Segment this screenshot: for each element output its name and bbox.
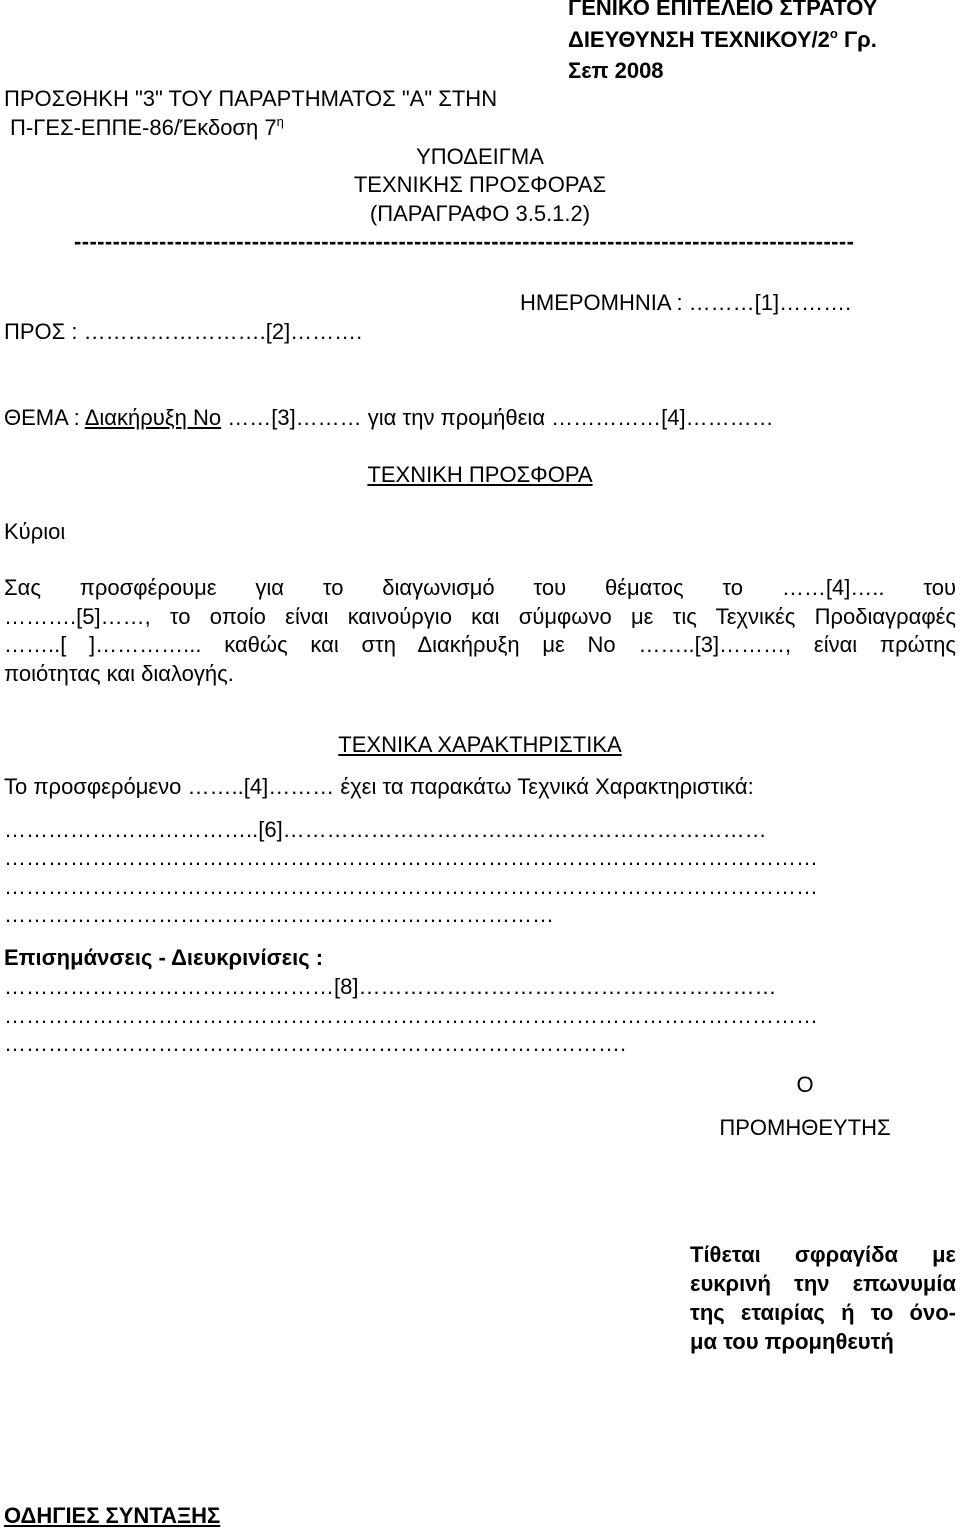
stamp-note-line-4: μα του προμηθευτή <box>690 1329 894 1354</box>
date-field: ΗΜΕΡΟΜΗΝΙΑ : ………[1]………. <box>520 290 852 315</box>
features-line-1: ……………………………..[6]………………………………………………………… <box>4 818 767 842</box>
stamp-note-line-2: ευκρινή την επωνυμία <box>690 1271 956 1296</box>
title-line-3: (ΠΑΡΑΓΡΑΦΟ 3.5.1.2) <box>369 201 591 226</box>
annex-line-2-sup: η <box>276 114 284 129</box>
title-line-1: ΥΠΟΔΕΙΓΜΑ <box>416 144 544 169</box>
features-line-3: ………………………………………………………………………………………………… <box>4 875 818 899</box>
org-line-2-text: ΔΙΕΥΘΥΝΣΗ ΤΕΧΝΙΚΟΥ/2 <box>568 27 830 52</box>
org-line-2-sup: ο <box>829 26 838 41</box>
remarks-line-3: …………………………………………………………………………. <box>4 1032 627 1056</box>
stamp-note-line-1: Τίθεται σφραγίδα με <box>690 1242 956 1267</box>
signature-article: Ο <box>796 1072 814 1097</box>
subject-line <box>4 406 774 430</box>
features-heading: ΤΕΧΝΙΚΑ ΧΑΡΑΚΤΗΡΙΣΤΙΚΑ <box>338 732 622 757</box>
offer-heading: ΤΕΧΝΙΚΗ ΠΡΟΣΦΟΡΑ <box>367 462 593 487</box>
salutation: Κύριοι <box>4 519 66 544</box>
subject-prefix: ΘΕΜΑ : <box>4 405 85 430</box>
body-line-2: ……….[5]……, το οποίο είναι καινούργιο και σύμφωνο με τις Τεχνικές Προδιαγραφές <box>4 604 956 629</box>
separator-line: ----------------------------------------------------------------------------------------------------- <box>74 230 855 254</box>
remarks-line-1: ………………………………………[8]………………………………………………… <box>4 975 777 999</box>
instructions-heading: ΟΔΗΓΙΕΣ ΣΥΝΤΑΞΗΣ <box>4 1503 221 1528</box>
features-line-4: ………………………………………………………………… <box>4 903 554 927</box>
remarks-heading: Επισημάνσεις - Διευκρινίσεις : <box>4 945 324 970</box>
body-line-1: Σας προσφέρουμε για το διαγωνισμό του θέματος το ……[4]….. του <box>4 575 956 600</box>
body-line-4: ποιότητας και διαλογής. <box>4 661 234 686</box>
features-intro: Το προσφερόμενο ……..[4]……… έχει τα παρακάτω Τεχνικά Χαρακτηριστικά: <box>4 774 754 799</box>
org-line-2 <box>568 28 877 52</box>
subject-tender-link: Διακήρυξη Νο <box>84 405 222 430</box>
subject-rest: ……[3]……… για την προμήθεια ……………[4]………… <box>221 405 774 430</box>
signature-role: ΠΡΟΜΗΘΕΥΤΗΣ <box>719 1115 891 1140</box>
annex-line-2 <box>10 116 284 140</box>
remarks-line-2: ………………………………………………………………………………………………… <box>4 1004 818 1028</box>
title-line-2: ΤΕΧΝΙΚΗΣ ΠΡΟΣΦΟΡΑΣ <box>353 172 607 197</box>
header-date: Σεπ 2008 <box>568 58 664 83</box>
annex-line-1: ΠΡΟΣΘΗΚΗ "3" ΤΟΥ ΠΑΡΑΡΤΗΜΑΤΟΣ "Α" ΣΤΗΝ <box>4 86 498 111</box>
to-field: ΠΡΟΣ : …………………….[2]………. <box>4 319 363 344</box>
org-line-1: ΓΕΝΙΚΟ ΕΠΙΤΕΛΕΙΟ ΣΤΡΑΤΟΥ <box>568 0 878 20</box>
features-line-2: ………………………………………………………………………………………………… <box>4 846 818 870</box>
stamp-note-line-3: της εταιρίας ή το όνο- <box>690 1300 956 1325</box>
org-line-2-end: Γρ. <box>837 27 877 52</box>
annex-line-2-text: Π-ΓΕΣ-ΕΠΠΕ-86/Έκδοση 7 <box>10 115 277 140</box>
body-line-3: ……..[ ]…………... καθώς και στη Διακήρυξη με Νο ……..[3]………, είναι πρώτης <box>4 632 956 657</box>
